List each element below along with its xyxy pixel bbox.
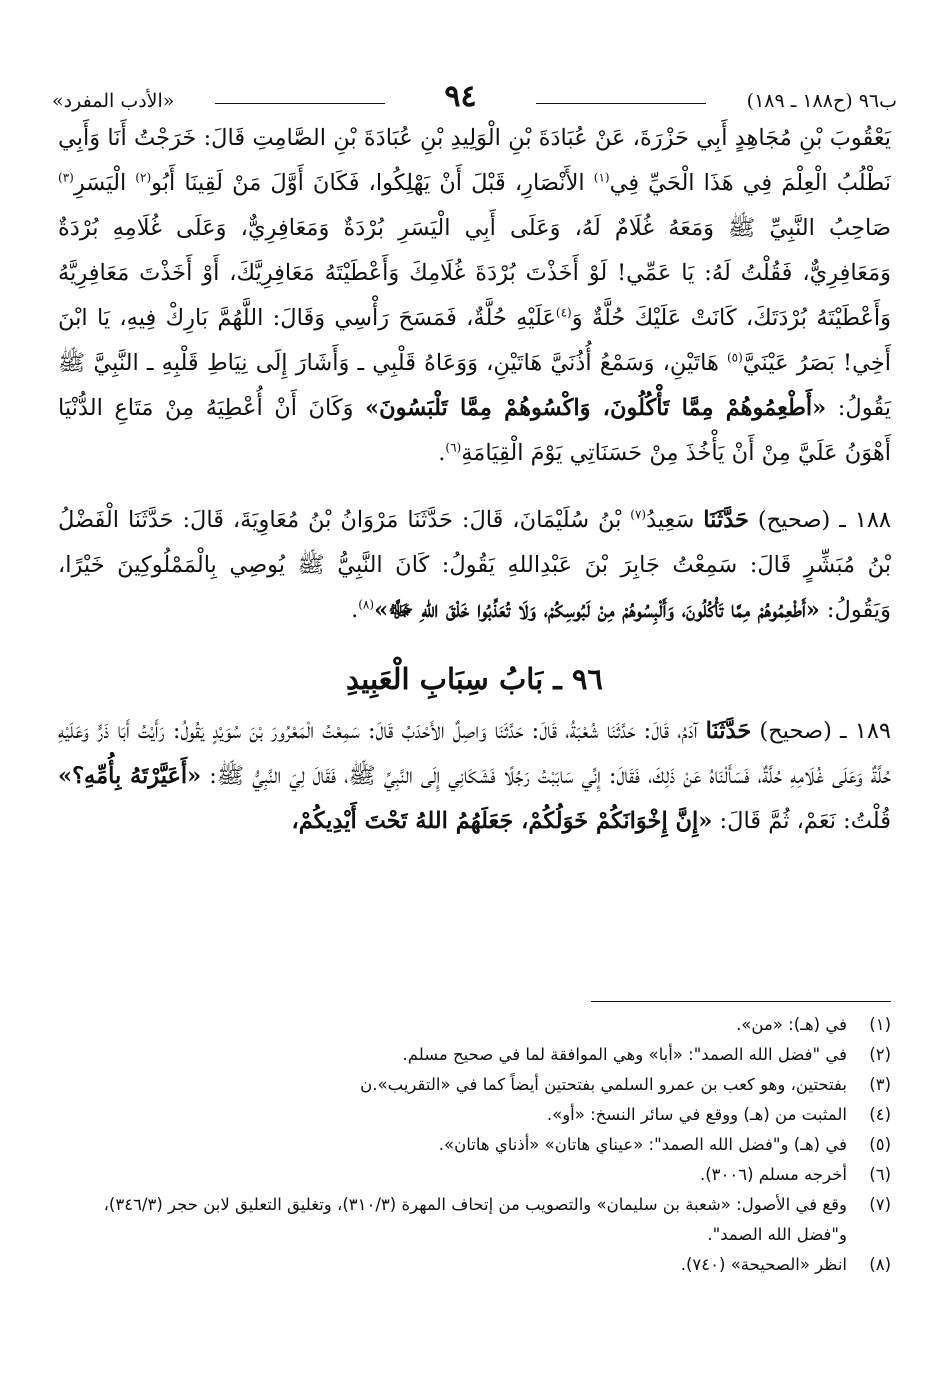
text-span: صَاحِبُ النَّبِيِّ ﷺ وَمَعَهُ غُلَامٌ لَهُ، وَعَلَى أَبِي الْيَسَرِ بُرْدَةٌ وَمَعَافِرِيٌّ، وَعَلَى غُلَامِهِ بُرْدَةٌ وَمَعَافِرِيٌّ، فَقُلْتُ لَهُ: يَا عَمِّي! لَوْ أَخَذْتَ بُرْدَةَ غُلَامِكَ وَأَعْطَيْتَهُ مَعَافِرِيَّكَ، أَوْ أَخَذْتَ مَعَافِرِيَّهُ وَأَعْطَيْتَهُ بُرْدَتَكَ، كَانَتْ عَلَيْكَ حُلَّةٌ وَ xyxy=(58,215,892,331)
footnote-number: (٤) xyxy=(869,1105,891,1124)
header-rule-right xyxy=(536,103,706,104)
footnote-ref-3[interactable]: (٣) xyxy=(58,170,74,185)
footnote-text: في "فضل الله الصمد": «أبا» وهي الموافقة لما في صحيح مسلم. xyxy=(402,1045,847,1064)
text-span: وَكَانَ أَنْ أُعْطِيَهُ مِنْ مَتَاعِ الدُّنْيَا أَهْوَنُ عَلَيَّ مِنْ أَنْ يَأْخُذَ مِنْ حَسَنَاتِي يَوْمَ الْقِيَامَةِ xyxy=(58,395,891,466)
text-span: آدَمُ، قَالَ: حَدَّثَنَا شُعْبَةُ، قَالَ: حَدَّثَنَا وَاصِلٌ الأَحْدَبُ قَالَ: سَمِعْتُ الْمَعْرُورَ بْنَ سُوَيْدٍ يَقُولُ: رَأَيْتُ أَبَا ذَرٍّ وَعَلَيْهِ حُلَّةٌ وَعَلَى غُلَامِهِ حُلَّةٌ، فَسَأَلْنَاهُ عَنْ ذَلِكَ، فَقَالَ: إِنِّي سَابَبْتُ رَجُلًا فَشَكَانِي إِلَى النَّبِيِّ ﷺ، فَقَالَ لِيَ النَّبِيُّ ﷺ: xyxy=(58,718,891,789)
prophet-quote: «أَطْعِمُوهُمْ مِمَّا تَأْكُلُونَ، وَأَلْبِسُوهُمْ مِنْ لَبُوسِكُمْ، وَلَا تُعَذِّبُوا خَلْقَ اللهِ ﷻ» xyxy=(374,597,820,623)
text-span: . xyxy=(351,597,359,623)
page-header xyxy=(52,76,897,112)
footnote-text: أخرجه مسلم (٣٠٠٦). xyxy=(699,1165,847,1184)
footnote-number: (٦) xyxy=(869,1165,891,1184)
footnote-text: وقع في الأصول: «شعبة بن سليمان» والتصويب من إتحاف المهرة (٣١٠/٣)، وتغليق التعليق لابن حجر (٣٤٦/٣)، و"فضل الله الصمد". xyxy=(103,1195,847,1244)
text-span: يَعْقُوبَ بْنِ مُجَاهِدٍ أَبِي حَزْرَةَ، عَنْ عُبَادَةَ بْنِ الْوَلِيدِ بْنِ عُبَادَةَ بْنِ الصَّامِتِ قَالَ: خَرَجْتُ أَنَا وَأَبِي نَطْلُبُ الْعِلْمَ فِي هَذَا الْحَيِّ فِي xyxy=(58,125,891,196)
footnote-text: في (هـ): «من». xyxy=(736,1015,847,1034)
footnote-2 xyxy=(58,1040,891,1070)
prophet-quote: «أَعَيَّرْتَهُ بِأُمِّهِ؟» xyxy=(58,763,202,789)
footnote-text: انظر «الصحيحة» (٧٤٠). xyxy=(680,1255,847,1274)
hadith-189 xyxy=(58,709,891,844)
text-span: قُلْتُ: نَعَمْ، ثُمَّ قَالَ: xyxy=(712,808,891,834)
hadith-number: ١٨٨ ـ (صحيح) xyxy=(748,507,892,533)
text-span: الأَنْصَارِ، قَبْلَ أَنْ يَهْلِكُوا، فَكَانَ أَوَّلَ مَنْ لَقِينَا أَبُو xyxy=(151,170,594,196)
text-span: عَلَيْهِ حُلَّةٌ، فَمَسَحَ رَأْسِي وَقَالَ: اللَّهُمَّ بَارِكْ فِيهِ، يَا ابْنَ أَخِي! بَصَرُ عَيْنَيَّ xyxy=(58,305,891,376)
text-span: هَاتَيْنِ، وَسَمْعُ أُذُنَيَّ هَاتَيْنِ، وَوَعَاهُ قَلْبِي ـ وَأَشَارَ إِلَى نِيَاطِ قَلْبِهِ ـ النَّبِيَّ ﷺ يَقُولُ: xyxy=(58,350,891,421)
footnote-4 xyxy=(58,1100,891,1130)
footnote-7 xyxy=(58,1190,891,1250)
prophet-quote: «أَطْعِمُوهُمْ مِمَّا تَأْكُلُونَ، وَاكْسُوهُمْ مِمَّا تَلْبَسُونَ» xyxy=(365,395,827,421)
footnote-separator xyxy=(591,1001,891,1002)
chapter-reference: ب٩٦ (ح١٨٨ ـ ١٨٩) xyxy=(746,90,897,112)
prophet-quote: «إِنَّ إِخْوَانَكُمْ خَوَلُكُمْ، جَعَلَهُمُ اللهُ تَحْتَ أَيْدِيكُمْ، xyxy=(291,808,713,834)
footnote-8 xyxy=(58,1250,891,1280)
footnote-6 xyxy=(58,1160,891,1190)
footnote-ref-8[interactable]: (٨) xyxy=(358,597,375,612)
text-span: الْيَسَرِ xyxy=(73,170,136,196)
footnote-3 xyxy=(58,1070,891,1100)
footnote-ref-4[interactable]: (٤) xyxy=(555,305,572,320)
chapter-title: ٩٦ ـ بَابُ سِبَابِ الْعَبِيدِ xyxy=(345,662,604,696)
footnote-ref-7[interactable]: (٧) xyxy=(630,507,647,522)
footnote-number: (٧) xyxy=(869,1195,891,1214)
footnote-number: (٨) xyxy=(869,1255,891,1274)
footnote-number: (٢) xyxy=(869,1045,891,1064)
main-text xyxy=(58,116,891,844)
footnotes xyxy=(58,1010,891,1280)
text-span: . xyxy=(438,440,446,466)
footnote-5 xyxy=(58,1130,891,1160)
narration-keyword: حَدَّثَنَا xyxy=(703,507,749,533)
book-title: «الأدب المفرد» xyxy=(52,90,175,112)
footnote-text: المثبت من (هـ) ووقع في سائر النسخ: «أو». xyxy=(546,1105,847,1124)
footnote-text: بفتحتين، وهو كعب بن عمرو السلمي بفتحتين أيضاً كما في «التقريب».ن xyxy=(360,1075,847,1094)
hadith-number: ١٨٩ ـ (صحيح) xyxy=(751,718,891,744)
paragraph-gap xyxy=(58,476,891,498)
hadith-188 xyxy=(58,498,891,633)
footnote-1 xyxy=(58,1010,891,1040)
footnote-text: في (هـ) و"فضل الله الصمد": «عيناي هاتان» «أذناي هاتان». xyxy=(438,1135,847,1154)
header-rule-left xyxy=(215,103,385,104)
footnote-ref-5[interactable]: (٥) xyxy=(726,350,743,365)
text-span: سَعِيدُ xyxy=(646,507,704,533)
narration-keyword: حَدَّثَنَا xyxy=(705,718,752,744)
footnote-number: (١) xyxy=(869,1015,891,1034)
footnote-ref-6[interactable]: (٦) xyxy=(445,440,462,455)
footnote-number: (٣) xyxy=(869,1075,891,1094)
page-number: ٩٤ xyxy=(444,79,477,114)
text-span: بْنُ سُلَيْمَانَ، قَالَ: حَدَّثَنَا مَرْوَانُ بْنُ مُعَاوِيَةَ، قَالَ: حَدَّثَنَا الْفَضْلُ بْنُ مُبَشِّرٍ قَالَ: سَمِعْتُ جَابِرَ بْنَ عَبْدِاللهِ يَقُولُ: كَانَ النَّبِيُّ ﷺ يُوصِي بِالْمَمْلُوكِينَ خَيْرًا، وَيَقُولُ: xyxy=(58,507,891,623)
footnote-ref-1[interactable]: (١) xyxy=(593,170,610,185)
footnote-ref-2[interactable]: (٢) xyxy=(135,170,152,185)
hadith-187-continuation xyxy=(58,116,891,476)
footnote-number: (٥) xyxy=(869,1135,891,1154)
